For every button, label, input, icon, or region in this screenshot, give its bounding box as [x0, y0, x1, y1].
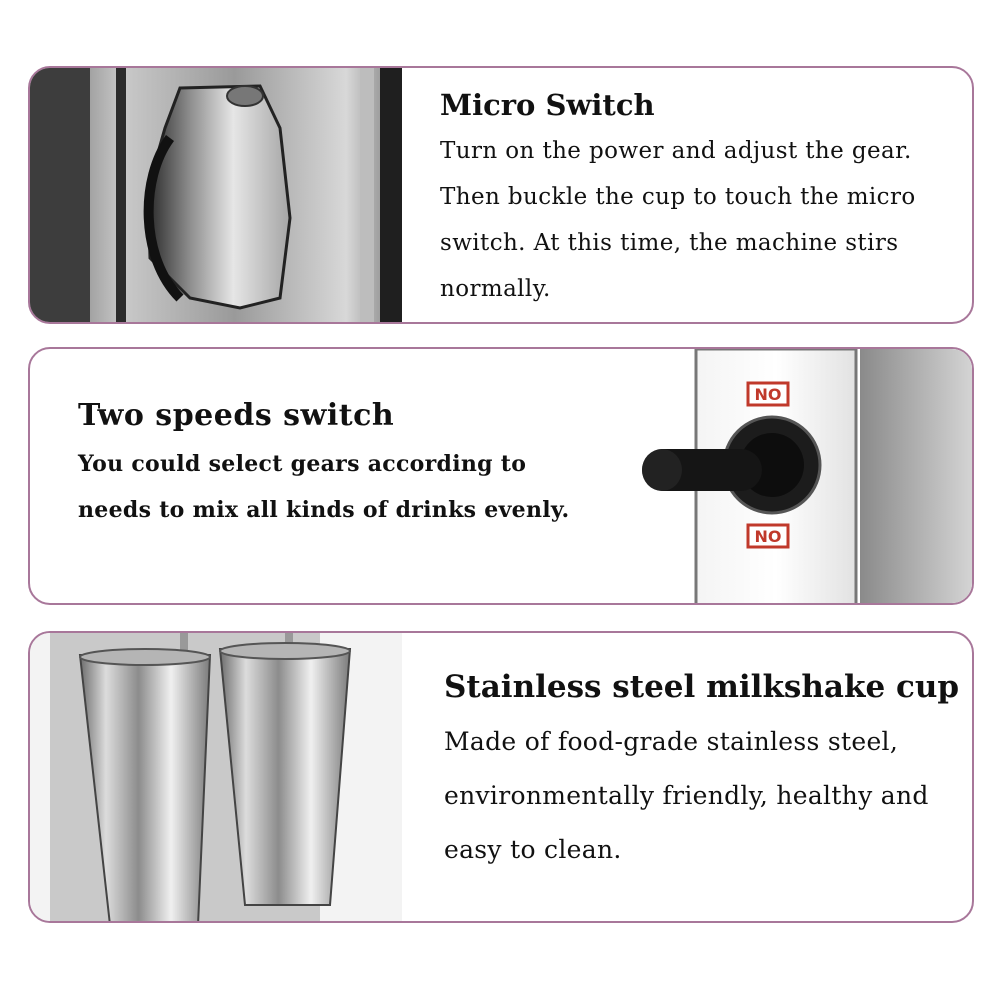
panel-description: Made of food-grade stainless steel, environmentally friendly, healthy and easy to clean. — [444, 727, 929, 864]
panel-description: Turn on the power and adjust the gear. Then buckle the cup to touch the micro switch. At this time, the machine stirs normally. — [440, 138, 916, 302]
feature-panel-steel-cup — [28, 631, 974, 923]
steel-cups-photo — [30, 633, 402, 921]
two-speeds-switch-text — [78, 391, 598, 533]
feature-panel-two-speeds-switch — [28, 347, 974, 605]
steel-cup-text — [444, 659, 964, 877]
micro-switch-photo — [30, 68, 402, 322]
panel-description: You could select gears according to needs to mix all kinds of drinks evenly. — [78, 451, 570, 523]
switch-label-bottom: NO — [754, 527, 782, 546]
micro-switch-text — [440, 82, 960, 312]
panel-title: Micro Switch — [440, 88, 655, 122]
panel-title: Two speeds switch — [78, 398, 395, 433]
toggle-switch-photo — [632, 349, 972, 603]
switch-label-top: NO — [754, 385, 782, 404]
feature-panel-micro-switch — [28, 66, 974, 324]
panel-title: Stainless steel milkshake cup — [444, 669, 960, 705]
